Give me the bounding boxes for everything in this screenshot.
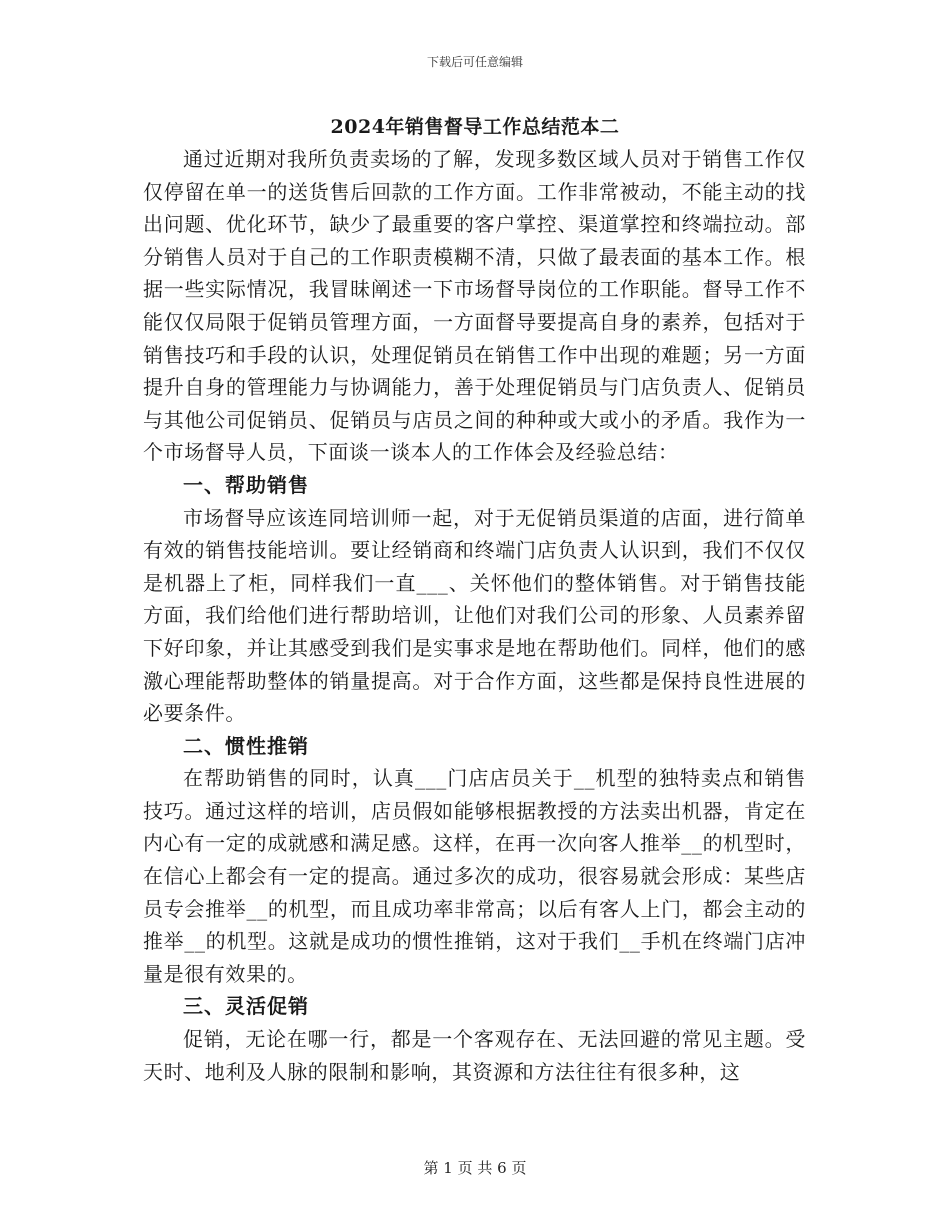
page-header-note: 下载后可任意编辑: [426, 55, 523, 69]
document-title: 2024年销售督导工作总结范本二: [330, 116, 620, 138]
intro-paragraph: 通过近期对我所负责卖场的了解，发现多数区域人员对于销售工作仅仅停留在单一的送货售后回款的工作方面。工作非常被动，不能主动的找出问题、优化环节，缺少了最重要的客户掌控、渠道掌控和终端拉动。部分销售人员对于自己的工作职责模糊不清，只做了最表面的基本工作。根据一些实际情况，我冒昧阐述一下市场督导岗位的工作职能。督导工作不能仅仅局限于促销员管理方面，一方面督导要提高自身的素养，包括对于销售技巧和手段的认识，处理促销员在销售工作中出现的难题；另一方面提升自身的管理能力与协调能力，善于处理促销员与门店负责人、促销员与其他公司促销员、促销员与店员之间的种种或大或小的矛盾。我作为一个市场督导人员，下面谈一谈本人的工作体会及经验总结：: [143, 147, 806, 465]
section-body-flexible-promotion: 促销，无论在哪一行，都是一个客观存在、无法回避的常见主题。受天时、地利及人脉的限制和影响，其资源和方法往往有很多种，这: [143, 1027, 806, 1084]
section-heading-inertial-selling: 二、惯性推销: [183, 733, 309, 758]
section-heading-flexible-promotion: 三、灵活促销: [183, 994, 309, 1019]
section-body-inertial-selling: 在帮助销售的同时，认真___门店店员关于__机型的独特卖点和销售技巧。通过这样的培训，店员假如能够根据教授的方法卖出机器，肯定在内心有一定的成就感和满足感。这样，在再一次向客人推举__的机型时，在信心上都会有一定的提高。通过多次的成功，很容易就会形成：某些店员专会推举__的机型，而且成功率非常高；以后有客人上门，都会主动的推举__的机型。这就是成功的惯性推销，这对于我们__手机在终端门店冲量是很有效果的。: [143, 766, 806, 986]
section-body-help-sales: 市场督导应该连同培训师一起，对于无促销员渠道的店面，进行简单有效的销售技能培训。要让经销商和终端门店负责人认识到，我们不仅仅是机器上了柜，同样我们一直___、关怀他们的整体销售。对于销售技能方面，我们给他们进行帮助培训，让他们对我们公司的形象、人员素养留下好印象，并让其感受到我们是实事求是地在帮助他们。同样，他们的感激心理能帮助整体的销量提高。对于合作方面，这些都是保持良性进展的必要条件。: [143, 505, 806, 726]
document-body: [143, 143, 806, 1088]
section-heading-help-sales: 一、帮助销售: [183, 472, 309, 497]
page-number: 第 1 页 共 6 页: [423, 1159, 527, 1177]
